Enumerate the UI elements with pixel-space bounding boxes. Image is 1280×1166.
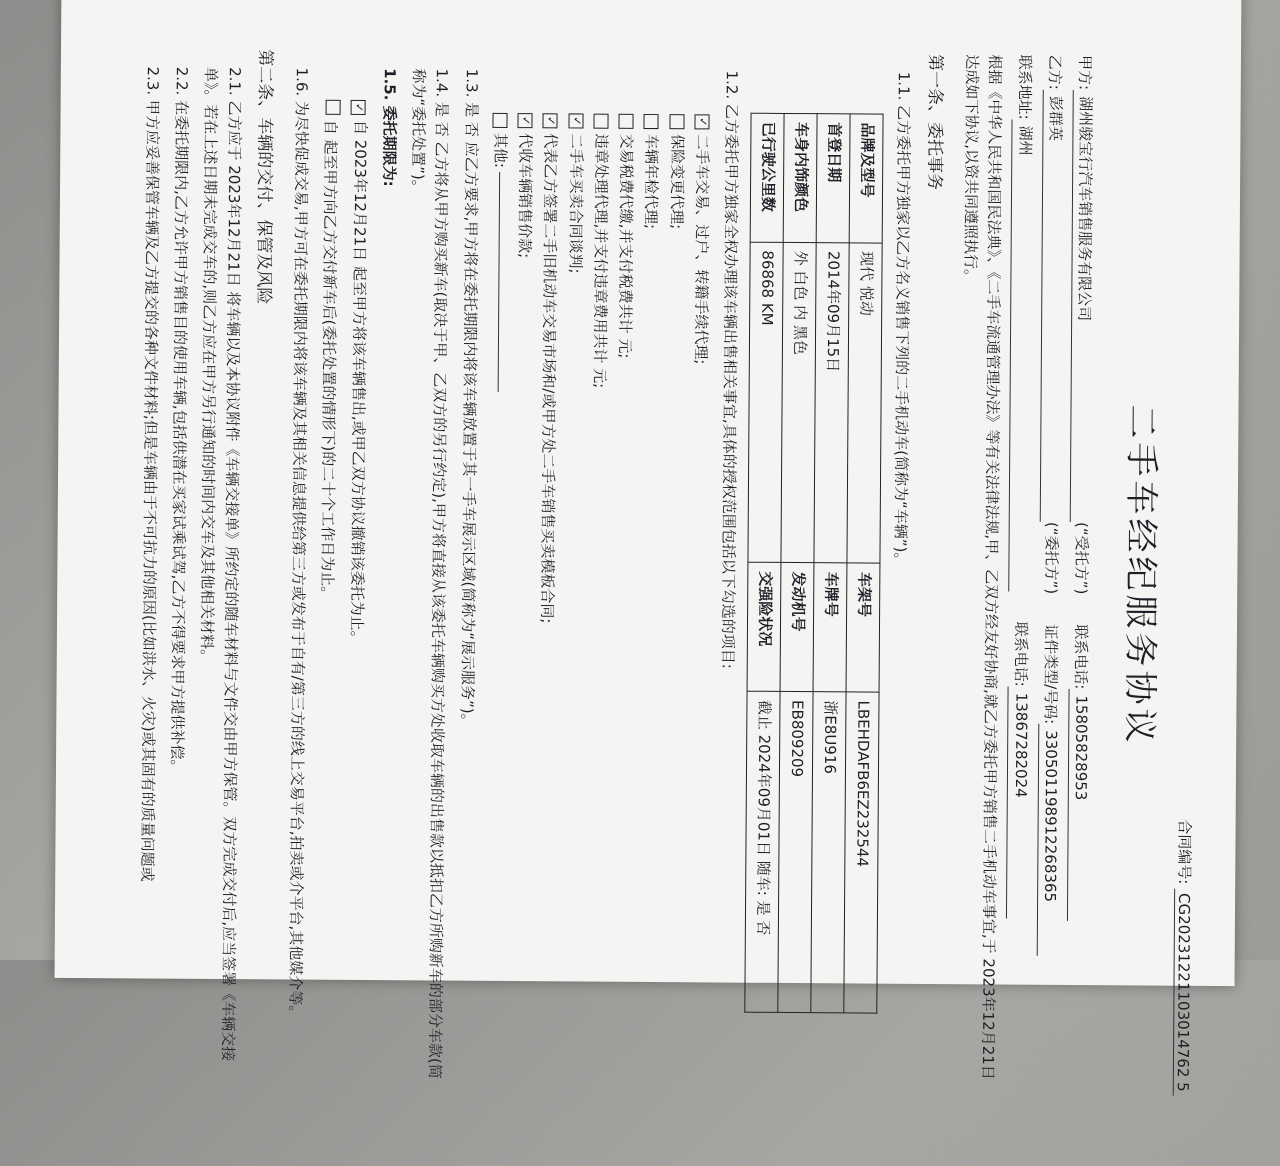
vehicle-vin: LBEHDAFB6EZ232544: [844, 692, 879, 1013]
checkbox-icon: [593, 114, 608, 129]
clause-1-5-a: ✓自 2023年12月21日 起至甲方将该车辆售出,或甲乙双方协议撤销该委托为止。: [341, 100, 371, 1090]
address-value: 湖州: [1009, 120, 1037, 592]
option-item: 保险变更代理;: [658, 114, 688, 1092]
option-item: ✓ 二手车买卖合同谈判;: [557, 113, 587, 1091]
checkbox-icon: [492, 113, 507, 128]
section-1-title: 第一条、委托事务: [923, 53, 945, 191]
clause-1-1: 1.1. 乙方委托甲方独家以乙方名义销售下列的二手机动车(简称为“车辆”)。: [891, 71, 914, 568]
checkbox-icon: [543, 113, 558, 128]
clause-2-1: 2.1. 乙方应于 2023年12月21日 将车辆以及本协议附件《车辆交接单》所约定的随车材料与文件交由甲方保管。双方完成交付后,应当签署《车辆交接单》。若在上述日期未完成交车的,则乙方应在甲方另行通知的时间内交车及其他相关材料。: [198, 66, 244, 1062]
clause-1-5-b: 自 起至甲方向乙方交付新车后(委托处置的情形下)的二十个工作日为止。: [312, 100, 342, 1090]
option-item: ✓ 代收车辆销售价款;: [507, 113, 537, 1091]
clause-1-2: 1.2. 乙方委托甲方独家全权办理该车辆出售相关事宜,具体的授权范围包括以下勾选的项目:: [718, 70, 742, 669]
clause-1-5: 1.5. 委托期限为:: [380, 68, 399, 187]
party-b-phone: 13867282024: [1006, 687, 1032, 919]
contract-paper: [55, 0, 1242, 1092]
vehicle-table: 品牌及型号 现代 悦动 车架号 LBEHDAFB6EZ232544 首登日期 2014年09月15日 车牌号 浙E8U916 车身内饰颜色 外 白色 内 黑色 发动机号 EB809209 已行驶公里数 86868 KM 交强险状况 截止 2024年09月01日 随车: 是 否: [745, 113, 884, 1014]
clause-2-3: 2.3. 甲方应妥善保管车辆及乙方提交的各种文件材料;但是车辆由于不可抗力的原因(比如洪水、火灾)或其固有的质量问题或: [138, 66, 162, 882]
vehicle-mileage: 86868 KM: [748, 242, 783, 563]
party-a-name: 湖州骏宝行汽车销售服务有限公司: [1070, 90, 1097, 522]
option-item: ✓ 代表乙方签署二手旧机动车交易市场和/或甲方处二手车销售买卖模板合同;: [532, 113, 562, 1091]
party-a-phone: 15805828953: [1067, 689, 1093, 921]
option-item: 车辆年检代理;: [633, 114, 663, 1092]
section-2-title: 第二条、车辆的交付、保管及风险: [253, 49, 275, 305]
checkbox-icon: [518, 113, 533, 128]
contract-number: 合同编号: CG20231221103014762 5: [1170, 56, 1201, 1096]
authorization-options: [481, 113, 713, 1093]
option-item: 其他:: [481, 113, 511, 1091]
checkbox-icon: [669, 114, 684, 129]
vehicle-insurance: 截止 2024年09月01日 随车: 是 否: [745, 691, 780, 1012]
checkbox-icon: [694, 114, 709, 129]
vehicle-engine: EB809209: [778, 691, 813, 1012]
contract-document: [127, 48, 1201, 1095]
vehicle-reg-date: 2014年09月15日: [814, 242, 849, 563]
clause-1-6: 1.6. 为尽快促成交易,甲方可在委托期限内将该车辆及其相关信息提供给第三方或发布于自有/第三方的线上交易平台,拍卖或介平台,其他媒介等。: [286, 67, 312, 1021]
option-item: 交易税费代缴,并支付税费共计 元;: [608, 114, 638, 1092]
preamble: 根据《中华人民共和国民法典》、《二手车流通管理办法》等有关法律法规,甲、乙双方经友好协商,就乙方委托甲方销售二手机动车事宜,于 2023年12月21日 达成如下协议,以资共同遵照执行。: [961, 54, 1005, 1080]
option-item: ✓ 二手车交易、过户、转籍手续代理;: [683, 114, 713, 1092]
checkbox-icon: [350, 100, 365, 115]
address-row: 联系地址: 湖州 联系电话: 13867282024: [1005, 55, 1037, 1095]
vehicle-plate: 浙E8U916: [811, 692, 846, 1013]
party-b-name: 彭群英: [1039, 90, 1066, 522]
checkbox-icon: [644, 114, 659, 129]
document-title: 二手车经纪服务协议: [1118, 404, 1162, 747]
party-b-id: 330501198912268365: [1036, 724, 1062, 956]
clause-1-3: 1.3. 是 否 应乙方要求,甲方将在委托期限内将该车辆放置于其一手车展示区域(简称为“展示服务”)。: [457, 68, 481, 729]
party-a-row: 甲方: 湖州骏宝行汽车销售服务有限公司 (“受托方”) 联系电话: 15805828953: [1066, 55, 1098, 1095]
clause-1-4: 1.4. 是 否 乙方将从甲方购买新车(取决于甲、乙双方的另行约定),甲方将直接从该委托车辆购买方处收取车辆的出售款以抵扣乙方所购新车的部分车款(简称为“委托处置”)。: [409, 68, 452, 1079]
vehicle-brand: 现代 悦动: [847, 242, 882, 563]
contract-number-value: CG20231221103014762 5: [1173, 889, 1193, 1096]
option-item: 违章处理代理,并支付违章费用共计 元;: [582, 114, 612, 1092]
clause-2-2: 2.2. 在委托期限内,乙方允许甲方销售目的使用车辆,包括供潜在买家试乘试驾,乙方不得要求甲方提供补偿。: [168, 66, 192, 775]
checkbox-icon: [326, 100, 341, 115]
checkbox-icon: [619, 114, 634, 129]
checkbox-icon: [568, 113, 583, 128]
party-b-row: 乙方: 彭群英 (“委托方”) 证件类型/号码: 330501198912268365: [1035, 55, 1067, 1095]
vehicle-color: 外 白色 内 黑色: [781, 242, 816, 563]
